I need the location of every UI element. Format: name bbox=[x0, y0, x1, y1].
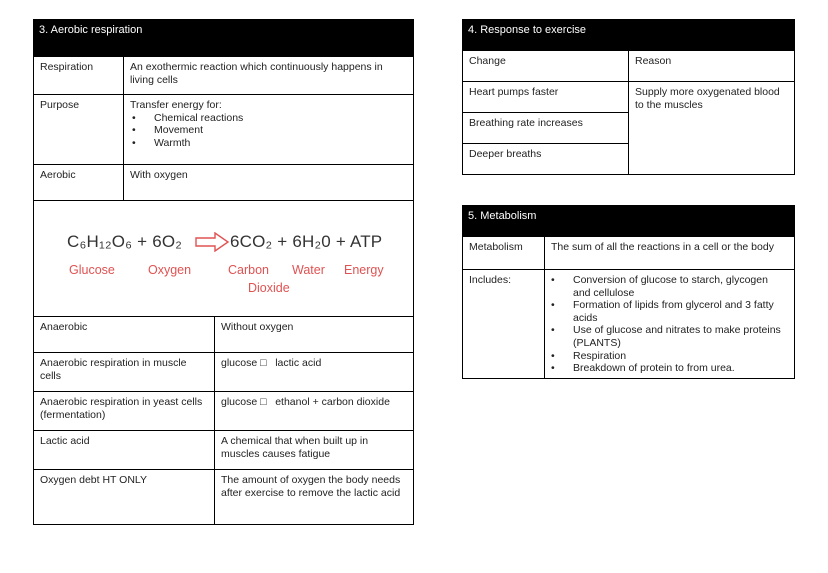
list-item: • Conversion of glucose to starch, glycogen and cellulose bbox=[549, 274, 788, 299]
reason-cell: Supply more oxygenated blood to the muscles bbox=[628, 81, 795, 175]
row-anaerobic-definition: Without oxygen bbox=[214, 316, 414, 353]
col-change-header: Change bbox=[462, 50, 629, 82]
purpose-intro: Transfer energy for: bbox=[130, 99, 222, 111]
change-heart: Heart pumps faster bbox=[462, 81, 629, 113]
row-muscle-definition: glucose □ lactic acid bbox=[214, 352, 414, 392]
aerobic-header bbox=[33, 19, 414, 56]
row-aerobic-definition: With oxygen bbox=[123, 164, 414, 201]
purpose-list bbox=[130, 112, 407, 150]
row-respiration-term: Respiration bbox=[33, 56, 124, 95]
row-muscle-term: Anaerobic respiration in muscle cells bbox=[33, 352, 215, 392]
row-purpose-term: Purpose bbox=[33, 94, 124, 165]
list-item: • Breakdown of protein to from urea. bbox=[549, 362, 788, 375]
label-carbon: Carbon bbox=[228, 263, 269, 277]
metabolism-term: Metabolism bbox=[462, 236, 545, 270]
equation-left: C₆H₁₂O₆ + 6O₂ bbox=[67, 232, 183, 251]
change-deeper: Deeper breaths bbox=[462, 143, 629, 175]
list-item: • Chemical reactions bbox=[130, 112, 407, 125]
list-item: • Warmth bbox=[130, 137, 407, 150]
row-oxygen-debt-term: Oxygen debt HT ONLY bbox=[33, 469, 215, 525]
row-lactic-term: Lactic acid bbox=[33, 430, 215, 470]
label-energy: Energy bbox=[344, 263, 384, 277]
list-item: • Respiration bbox=[549, 350, 788, 363]
row-anaerobic-term: Anaerobic bbox=[33, 316, 215, 353]
response-header bbox=[462, 19, 795, 50]
row-respiration-definition: An exothermic reaction which continuously happens in living cells bbox=[123, 56, 414, 95]
label-oxygen: Oxygen bbox=[148, 263, 192, 277]
list-item: • Formation of lipids from glycerol and 3 fatty acids bbox=[549, 299, 788, 324]
arrow-right-icon bbox=[195, 232, 231, 252]
includes-list bbox=[549, 274, 788, 375]
label-glucose: Glucose bbox=[69, 263, 115, 277]
equation-right: 6CO₂ + 6H₂0 + ATP bbox=[230, 232, 383, 251]
row-yeast-definition: glucose □ ethanol + carbon dioxide bbox=[214, 391, 414, 431]
includes-cell bbox=[544, 269, 795, 379]
metabolism-title: 5. Metabolism bbox=[468, 210, 537, 222]
list-item: • Movement bbox=[130, 124, 407, 137]
change-breathing: Breathing rate increases bbox=[462, 112, 629, 144]
aerobic-title: 3. Aerobic respiration bbox=[39, 24, 143, 36]
metabolism-definition: The sum of all the reactions in a cell or the body bbox=[544, 236, 795, 270]
equation-box bbox=[33, 200, 414, 317]
row-aerobic-term: Aerobic bbox=[33, 164, 124, 201]
row-purpose-definition bbox=[123, 94, 414, 165]
response-title: 4. Response to exercise bbox=[468, 24, 587, 36]
row-yeast-term: Anaerobic respiration in yeast cells (fermentation) bbox=[33, 391, 215, 431]
label-water: Water bbox=[292, 263, 325, 277]
list-item: • Use of glucose and nitrates to make proteins (PLANTS) bbox=[549, 324, 788, 349]
row-oxygen-debt-definition: The amount of oxygen the body needs after exercise to remove the lactic acid bbox=[214, 469, 414, 525]
col-reason-header: Reason bbox=[628, 50, 795, 82]
metabolism-header bbox=[462, 205, 795, 236]
includes-label: Includes: bbox=[462, 269, 545, 379]
label-dioxide: Dioxide bbox=[248, 281, 290, 295]
row-lactic-definition: A chemical that when built up in muscles causes fatigue bbox=[214, 430, 414, 470]
